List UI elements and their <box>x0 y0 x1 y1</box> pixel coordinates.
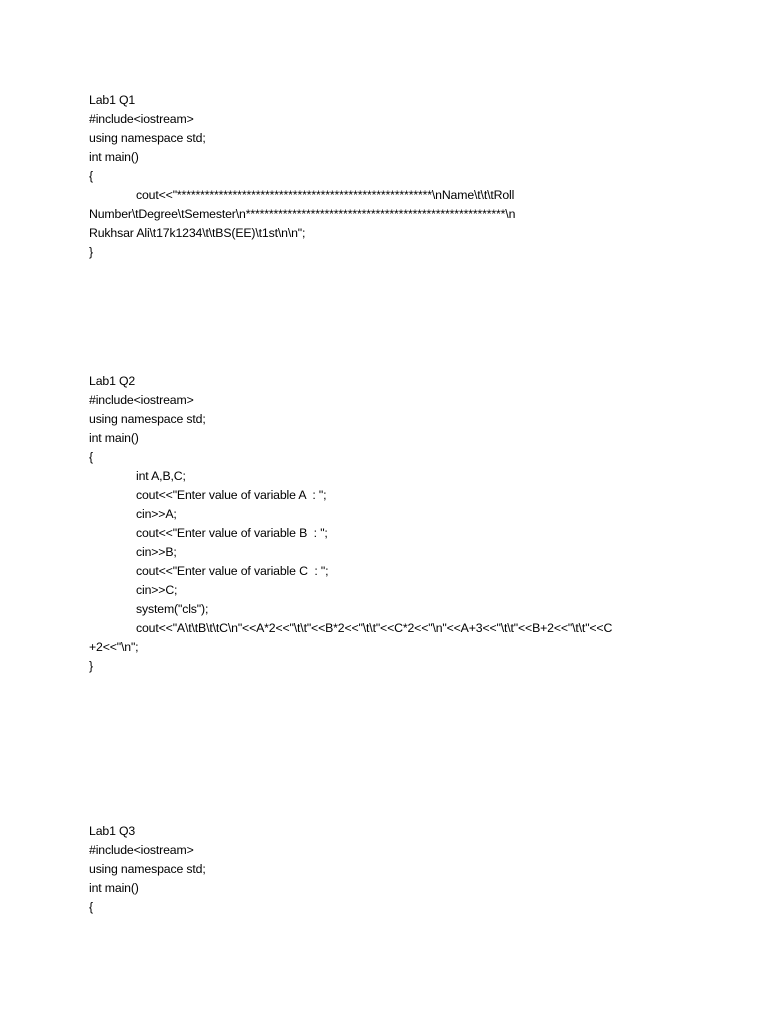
code-line: int main() <box>89 431 139 445</box>
code-line: cout<<"Enter value of variable B : "; <box>136 526 328 540</box>
code-line: int A,B,C; <box>136 469 186 483</box>
code-line: cin>>B; <box>136 545 177 559</box>
code-section-lab1-q2 <box>89 372 689 676</box>
code-line: int main() <box>89 881 139 895</box>
code-line: } <box>89 659 93 673</box>
code-line: using namespace std; <box>89 862 206 876</box>
code-line: Number\tDegree\tSemester\n********************************************************\n <box>89 207 516 221</box>
code-line: #include<iostream> <box>89 112 194 126</box>
code-line: #include<iostream> <box>89 843 194 857</box>
code-line: cin>>A; <box>136 507 177 521</box>
code-line: cout<<"A\t\tB\t\tC\n"<<A*2<<"\t\t"<<B*2<<"\t\t"<<C*2<<"\n"<<A+3<<"\t\t"<<B+2<<"\t\t"<<C <box>136 621 613 635</box>
code-line: cout<<"Enter value of variable A : "; <box>136 488 327 502</box>
code-line: cin>>C; <box>136 583 178 597</box>
code-line: } <box>89 245 93 259</box>
code-line: Rukhsar Ali\t17k1234\t\tBS(EE)\t1st\n\n"; <box>89 226 306 240</box>
section-heading: Lab1 Q1 <box>89 93 136 107</box>
code-line: cout<<"Enter value of variable C : "; <box>136 564 329 578</box>
code-line: #include<iostream> <box>89 393 194 407</box>
code-line: { <box>89 900 93 914</box>
code-line: { <box>89 169 93 183</box>
section-heading: Lab1 Q3 <box>89 824 136 838</box>
code-line: int main() <box>89 150 139 164</box>
section-heading: Lab1 Q2 <box>89 374 136 388</box>
code-line: { <box>89 450 93 464</box>
code-line: system("cls"); <box>136 602 209 616</box>
code-section-lab1-q3 <box>89 822 689 917</box>
code-line: using namespace std; <box>89 412 206 426</box>
code-line: +2<<"\n"; <box>89 640 139 654</box>
code-line: using namespace std; <box>89 131 206 145</box>
code-line: cout<<"*******************************************************\nName\t\t\tRoll <box>136 188 515 202</box>
code-section-lab1-q1 <box>89 91 689 262</box>
